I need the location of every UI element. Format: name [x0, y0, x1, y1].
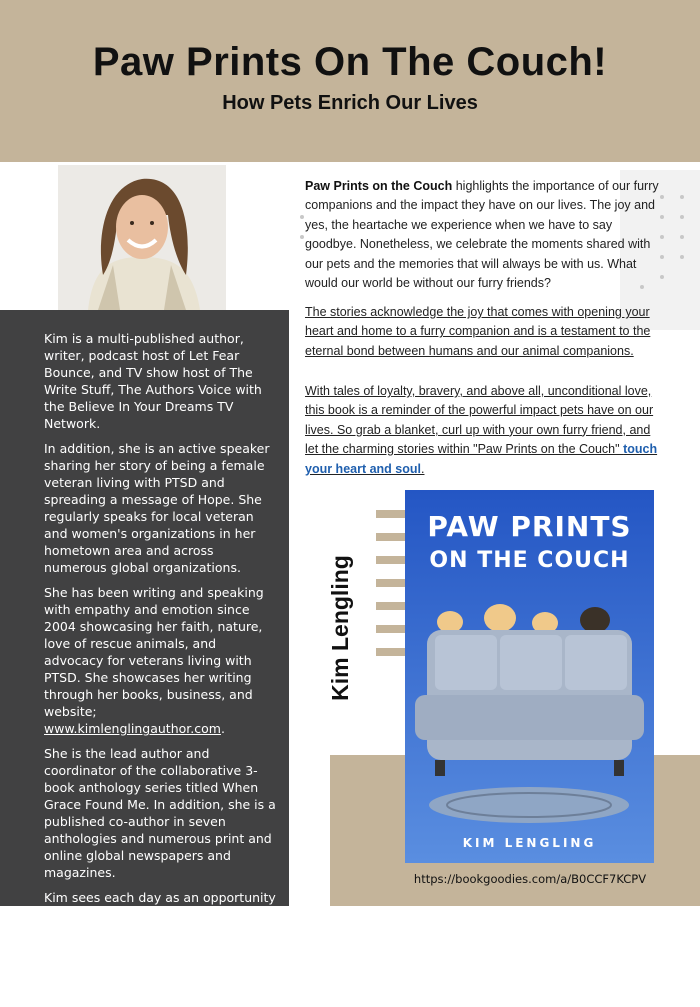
- intro-text: highlights the importance of our furry companions and the impact they have on our lives. The joy and yes, the heartache we experience when we have to say goodbye. Nonetheless, we celebrate the moments shared with our pets and the memories that will always be with us. What would our world be without our furry friends?: [305, 179, 659, 291]
- bio-text: She has been writing and speaking with empathy and emotion since 2004 showcasing her faith, nature, love of rescue animals, and advocacy for veterans living with PTSD. She showcases her writing through her books, business, and website;: [44, 585, 264, 719]
- page-subtitle: How Pets Enrich Our Lives: [222, 92, 478, 114]
- bio-paragraph: Kim is a multi-published author, writer, podcast host of Let Fear Bounce, and TV show host of The Write Stuff, The Authors Voice with the Believe In Your Dreams TV Network.: [44, 331, 262, 431]
- description-paragraph: The stories acknowledge the joy that comes with opening your heart and home to a furry companion and is a testament to the eternal bond between humans and our animal companions.: [305, 305, 651, 358]
- cover-author: KIM LENGLING: [462, 836, 597, 850]
- bio-paragraph: Kim sees each day as an opportunity to spread hope and encouragement.: [44, 890, 276, 922]
- description-text: With tales of loyalty, bravery, and above all, unconditional love, this book is a reminder of the powerful impact pets have on our lives. So grab a blanket, curl up with your own furry friend, and let the charming stories within "Paw Prints on the Couch": [305, 384, 654, 457]
- highlight-link[interactable]: touch your heart and soul: [305, 442, 658, 476]
- description-end: .: [421, 461, 425, 476]
- intro-paragraph: [305, 177, 663, 293]
- cover-title-line1: PAW PRINTS: [427, 510, 632, 543]
- bio-quote: "The world can be a dark place. I choose to toss nuggets of hope out into the world like confetti; little sparks of light in the darkness.": [44, 932, 265, 998]
- bio-text: .: [220, 721, 225, 736]
- bio-paragraph: She is the lead author and coordinator of the collaborative 3-book anthology series titled When Grace Found Me. In addition, she is a published co-author in seven anthologies and numerous print and online global newspapers and magazines.: [44, 746, 276, 880]
- author-bio: [44, 330, 276, 1007]
- author-website-link[interactable]: www.kimlenglingauthor.com: [44, 721, 221, 736]
- bio-paragraph: [44, 584, 276, 737]
- description-paragraph-2: [305, 382, 663, 479]
- book-title-inline: Paw Prints on the Couch: [305, 179, 453, 193]
- bio-paragraph: In addition, she is an active speaker sharing her story of being a female veteran living with PTSD and spreading a message of Hope. She regularly speaks for local veteran and women's organizations in her hometown area and across numerous global organizations.: [44, 441, 270, 575]
- book-cover[interactable]: [405, 490, 654, 863]
- page-title: Paw Prints On The Couch!: [92, 40, 608, 84]
- book-url-link[interactable]: https://bookgoodies.com/a/B0CCF7KCPV: [413, 872, 647, 886]
- author-name-vertical: Kim Lengling: [327, 555, 353, 701]
- decorative-stripes: [376, 510, 406, 671]
- author-photo: [58, 165, 226, 310]
- cover-title-line2: ON THE COUCH: [429, 548, 630, 573]
